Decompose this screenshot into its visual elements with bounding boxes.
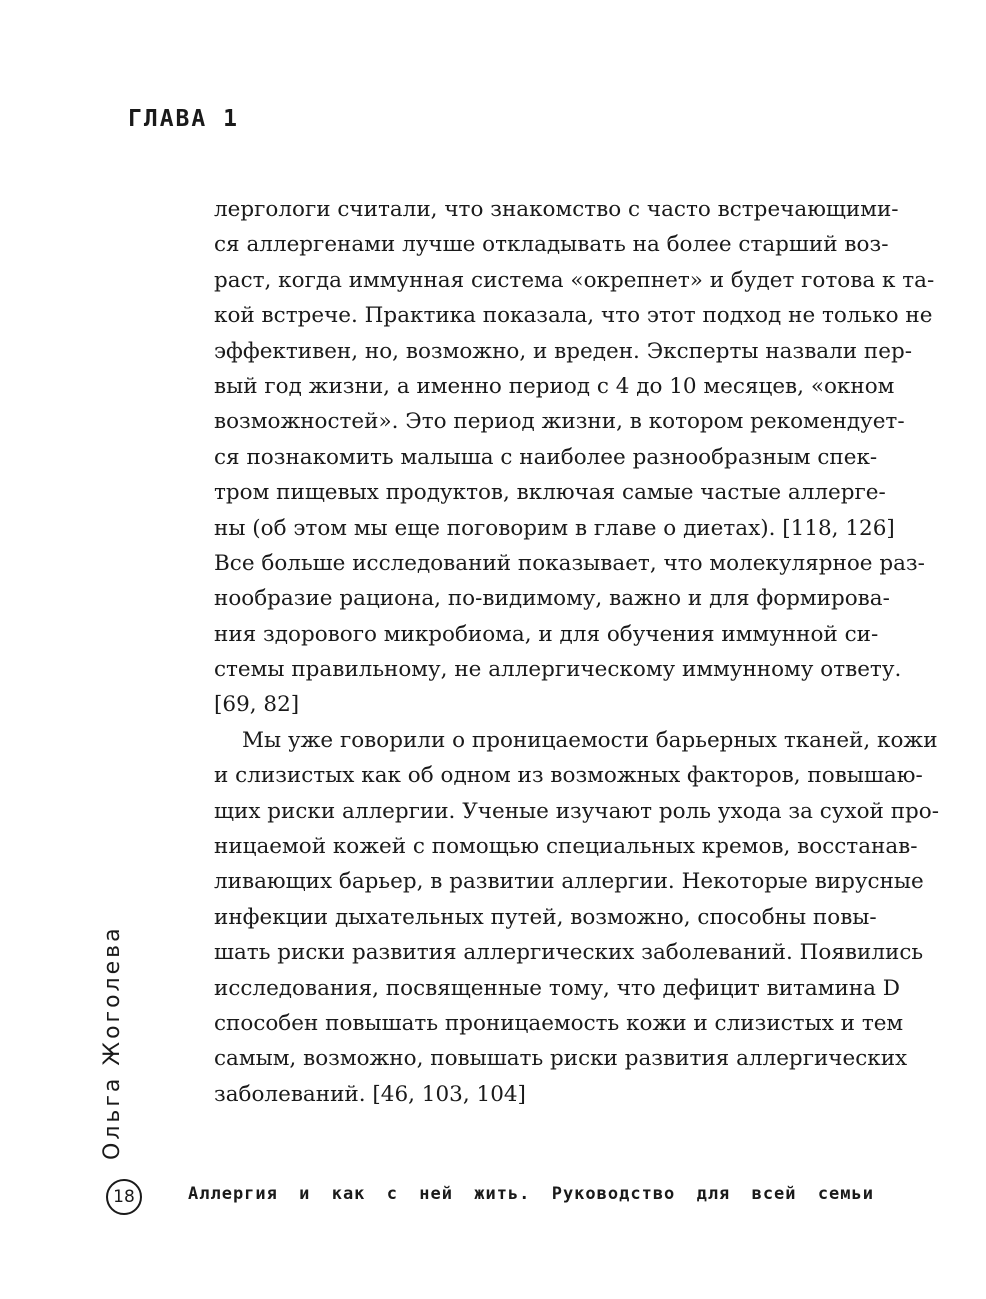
running-footer-title: Аллергия и как с ней жить. Руководство для всей семьи [188, 1184, 874, 1204]
chapter-label: ГЛАВА 1 [128, 106, 239, 132]
author-name: Ольга Жоголева [100, 925, 125, 1160]
text-line: ся аллергенами лучше откладывать на более старший воз- [214, 232, 889, 258]
text-line: [69, 82] [214, 692, 300, 718]
text-line: ны (об этом мы еще поговорим в главе о диетах). [118, 126] [214, 515, 895, 541]
text-line: вый год жизни, а именно период с 4 до 10 месяцев, «окном [214, 373, 895, 399]
text-line: стемы правильному, не аллергическому иммунному ответу. [214, 657, 902, 683]
text-line: Все больше исследований показывает, что молекулярное раз- [214, 550, 925, 576]
text-line: ния здорового микробиома, и для обучения иммунной си- [214, 621, 879, 647]
text-line: шать риски развития аллергических заболеваний. Появились [214, 940, 924, 966]
text-line: инфекции дыхательных путей, возможно, способны повы- [214, 904, 877, 930]
text-line: тром пищевых продуктов, включая самые частые аллерге- [214, 480, 886, 506]
text-line: лергологи считали, что знакомство с часто встречающими- [214, 197, 899, 222]
text-line: раст, когда иммунная система «окрепнет» и будет готова к та- [214, 267, 935, 293]
text-line: заболеваний. [46, 103, 104] [214, 1081, 526, 1107]
text-line: способен повышать проницаемость кожи и слизистых и тем [214, 1010, 904, 1036]
text-line: нообразие рациона, по-видимому, важно и для формирова- [214, 586, 890, 612]
text-line: ся познакомить малыша с наиболее разнообразным спек- [214, 444, 878, 470]
text-line: эффективен, но, возможно, и вреден. Эксперты назвали пер- [214, 338, 913, 364]
text-line: и слизистых как об одном из возможных факторов, повышаю- [214, 763, 923, 789]
text-line: кой встрече. Практика показала, что этот подход не только не [214, 303, 933, 329]
text-line: самым, возможно, повышать риски развития аллергических [214, 1046, 908, 1072]
body-text [214, 192, 940, 1112]
text-line: возможностей». Это период жизни, в котором рекомендует- [214, 409, 905, 435]
text-line: ницаемой кожей с помощью специальных кремов, восстанав- [214, 834, 918, 860]
text-line: ливающих барьер, в развитии аллергии. Некоторые вирусные [214, 869, 924, 895]
text-line: исследования, посвященные тому, что дефицит витамина D [214, 975, 901, 1001]
text-line: щих риски аллергии. Ученые изучают роль ухода за сухой про- [214, 798, 940, 824]
page-number: 18 [106, 1179, 142, 1215]
text-line: Мы уже говорили о проницаемости барьерных тканей, кожи [242, 727, 938, 753]
